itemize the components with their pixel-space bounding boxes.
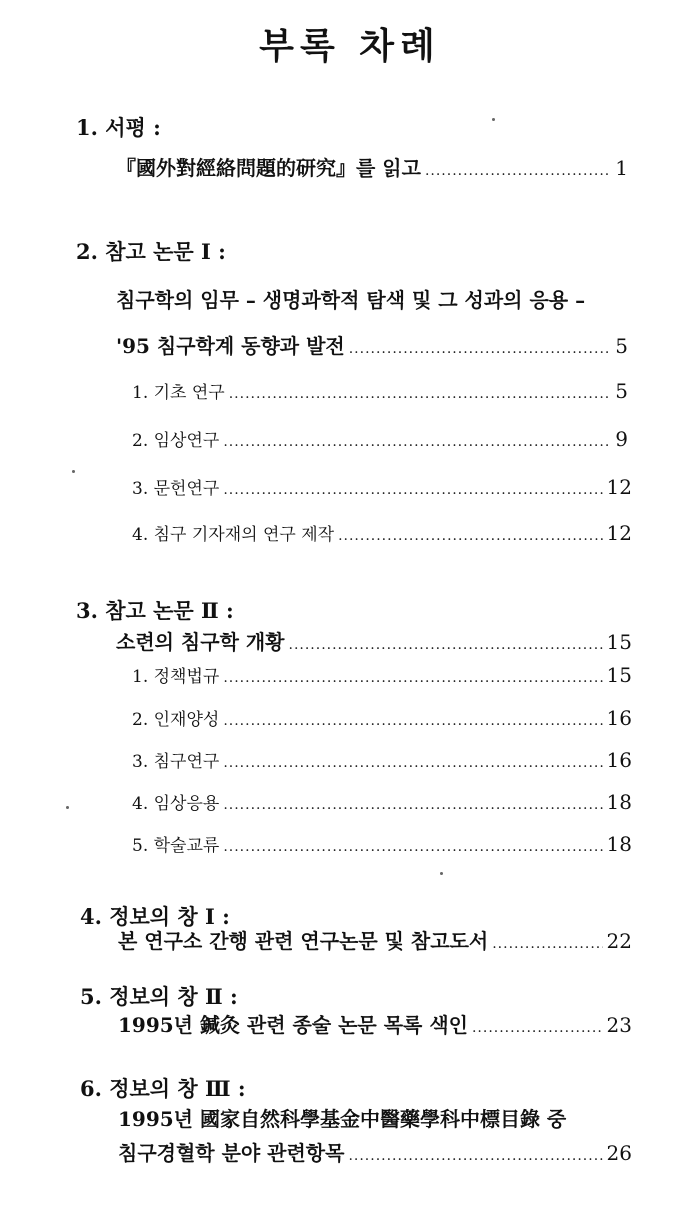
toc-entry bbox=[118, 925, 632, 954]
toc-subentry bbox=[132, 662, 632, 687]
toc-subentry bbox=[132, 520, 632, 545]
entry-text: 3. 침구연구 bbox=[132, 752, 220, 772]
section-heading-5 bbox=[80, 981, 238, 1011]
section-6-heading: 6. 정보의 창 Ⅲ : bbox=[80, 1076, 246, 1101]
page-number: 16 bbox=[606, 748, 632, 772]
page-number: 1 bbox=[615, 156, 628, 180]
entry-text: 1. 정책법규 bbox=[132, 667, 220, 687]
toc-entry bbox=[116, 626, 632, 655]
scan-speck bbox=[66, 806, 69, 809]
entry-text: 1995년 鍼灸 관련 종술 논문 목록 색인 bbox=[118, 1013, 468, 1037]
entry-text: 3. 문헌연구 bbox=[132, 479, 220, 499]
leader-dots bbox=[492, 936, 602, 952]
section-2-heading: 2. 참고 논문 Ⅰ : bbox=[76, 239, 226, 264]
page-number: 18 bbox=[606, 832, 632, 856]
toc-subentry bbox=[132, 831, 632, 856]
page-number: 22 bbox=[606, 929, 632, 953]
page-number: 18 bbox=[606, 790, 632, 814]
leader-dots bbox=[472, 1020, 603, 1036]
scan-speck bbox=[440, 872, 443, 875]
leader-dots bbox=[349, 341, 612, 357]
toc-subentry bbox=[132, 378, 628, 403]
section-2-lead bbox=[116, 284, 585, 313]
page-number: 16 bbox=[606, 706, 632, 730]
toc-subentry bbox=[132, 474, 632, 499]
section-6-lead bbox=[118, 1103, 566, 1132]
leader-dots bbox=[223, 755, 602, 771]
section-1-heading: 1. 서평 : bbox=[76, 115, 161, 140]
section-heading-1 bbox=[76, 112, 161, 142]
leader-dots bbox=[223, 797, 602, 813]
leader-dots bbox=[229, 386, 612, 402]
leader-dots bbox=[289, 637, 603, 653]
toc-subentry bbox=[132, 747, 632, 772]
leader-dots bbox=[223, 670, 602, 686]
toc-entry bbox=[118, 1137, 632, 1166]
toc-entry bbox=[118, 1009, 632, 1038]
entry-text: 본 연구소 간행 관련 연구논문 및 참고도서 bbox=[118, 929, 489, 953]
section-3-heading: 3. 참고 논문 Ⅱ : bbox=[76, 598, 234, 623]
section-heading-3 bbox=[76, 595, 234, 625]
section-4-heading: 4. 정보의 창 Ⅰ : bbox=[80, 904, 230, 929]
page-number: 9 bbox=[615, 427, 628, 451]
lead-text: 침구학의 임무 – 생명과학적 탐색 및 그 성과의 응용 – bbox=[116, 288, 586, 312]
section-heading-6 bbox=[80, 1073, 246, 1103]
entry-text: 4. 침구 기자재의 연구 제작 bbox=[132, 525, 335, 545]
section-heading-2 bbox=[76, 236, 226, 266]
entry-text: '95 침구학계 동향과 발전 bbox=[116, 334, 345, 358]
entry-text: 소련의 침구학 개황 bbox=[116, 630, 285, 654]
toc-subentry bbox=[132, 426, 628, 451]
page-number: 5 bbox=[615, 379, 628, 403]
leader-dots bbox=[223, 434, 611, 450]
leader-dots bbox=[338, 528, 602, 544]
leader-dots bbox=[348, 1148, 602, 1164]
toc-entry bbox=[116, 152, 628, 181]
scan-speck bbox=[72, 470, 75, 473]
page-number: 15 bbox=[606, 630, 632, 654]
page-number: 26 bbox=[606, 1141, 632, 1165]
page-number: 15 bbox=[606, 663, 632, 687]
toc-subentry bbox=[132, 705, 632, 730]
leader-dots bbox=[223, 839, 602, 855]
page-number: 5 bbox=[615, 334, 628, 358]
toc-subentry bbox=[132, 789, 632, 814]
entry-text: 2. 인재양성 bbox=[132, 710, 220, 730]
entry-text: 『國外對經絡問題的研究』를 읽고 bbox=[116, 156, 421, 180]
entry-text: 1. 기초 연구 bbox=[132, 383, 225, 403]
page-title: 부록 차례 bbox=[259, 25, 441, 67]
lead-text: 1995년 國家自然科學基金中醫藥學科中標目錄 중 bbox=[118, 1107, 567, 1131]
entry-text: 4. 임상응용 bbox=[132, 794, 220, 814]
page-number: 23 bbox=[606, 1013, 632, 1037]
leader-dots bbox=[223, 713, 602, 729]
scan-speck bbox=[492, 118, 495, 121]
leader-dots bbox=[223, 482, 602, 498]
entry-text: 침구경혈학 분야 관련항목 bbox=[118, 1141, 345, 1165]
entry-text: 2. 임상연구 bbox=[132, 431, 220, 451]
page-number: 12 bbox=[606, 521, 632, 545]
toc-entry bbox=[116, 330, 628, 359]
section-5-heading: 5. 정보의 창 Ⅱ : bbox=[80, 984, 238, 1009]
entry-text: 5. 학술교류 bbox=[132, 836, 220, 856]
leader-dots bbox=[425, 163, 611, 179]
page-number: 12 bbox=[606, 475, 632, 499]
